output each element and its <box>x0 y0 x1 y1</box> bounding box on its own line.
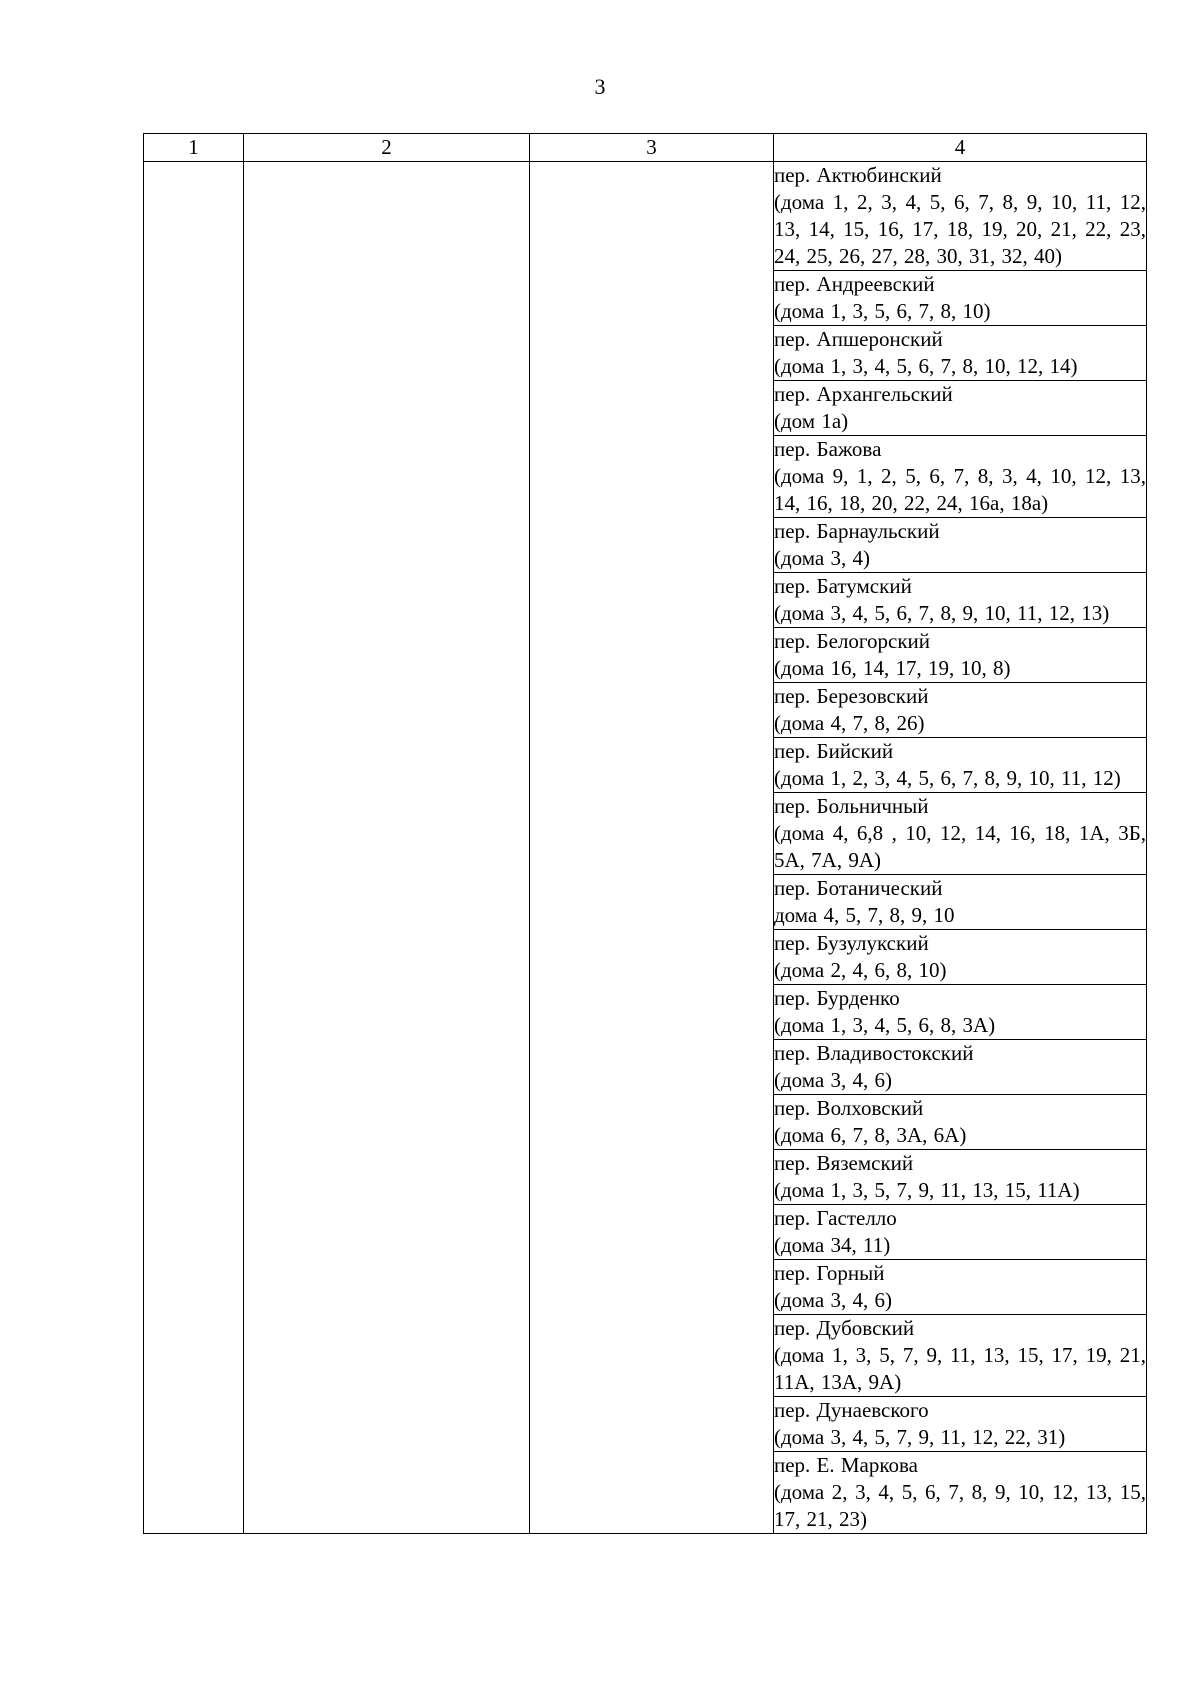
lane-houses: (дома 3, 4) <box>774 546 870 570</box>
column-2-cell <box>244 162 530 1534</box>
lane-houses: (дома 4, 7, 8, 26) <box>774 711 925 735</box>
lane-houses: (дом 1а) <box>774 409 849 433</box>
lane-name: пер. Волховский <box>774 1096 924 1120</box>
lane-houses: (дома 9, 1, 2, 5, 6, 7, 8, 3, 4, 10, 12, 13, 14, 16, 18, 20, 22, 24, 16а, 18а) <box>774 464 1146 515</box>
address-cell <box>774 573 1147 628</box>
lane-name: пер. Белогорский <box>774 629 931 653</box>
address-cell <box>774 930 1147 985</box>
lane-houses: (дома 2, 4, 6, 8, 10) <box>774 958 947 982</box>
column-header-4: 4 <box>774 134 1147 162</box>
lane-name: пер. Бузулукский <box>774 931 929 955</box>
address-cell <box>774 1397 1147 1452</box>
lane-name: пер. Гастелло <box>774 1206 897 1230</box>
lane-name: пер. Актюбинский <box>774 163 942 187</box>
address-cell <box>774 518 1147 573</box>
lane-houses: (дома 1, 2, 3, 4, 5, 6, 7, 8, 9, 10, 11, 12, 13, 14, 15, 16, 17, 18, 19, 20, 21, 22, 23, 24, 25, 26, 27, 28, 30, 31, 32, 40) <box>774 190 1146 268</box>
lane-name: пер. Больничный <box>774 794 929 818</box>
lane-name: пер. Архангельский <box>774 382 953 406</box>
lane-name: пер. Горный <box>774 1261 885 1285</box>
lane-houses: (дома 1, 3, 4, 5, 6, 7, 8, 10, 12, 14) <box>774 354 1078 378</box>
address-cell <box>774 875 1147 930</box>
address-cell <box>774 1205 1147 1260</box>
address-cell <box>774 793 1147 875</box>
lane-houses: (дома 1, 3, 5, 7, 9, 11, 13, 15, 17, 19, 21, 11А, 13А, 9А) <box>774 1343 1146 1394</box>
table-header-row <box>144 134 1147 162</box>
address-cell <box>774 381 1147 436</box>
lane-houses: (дома 3, 4, 6) <box>774 1068 892 1092</box>
lane-name: пер. Березовский <box>774 684 929 708</box>
address-cell <box>774 1040 1147 1095</box>
lane-houses: дома 4, 5, 7, 8, 9, 10 <box>774 903 955 927</box>
address-cell <box>774 628 1147 683</box>
column-header-3: 3 <box>530 134 774 162</box>
address-cell <box>774 271 1147 326</box>
lane-houses: (дома 1, 3, 5, 6, 7, 8, 10) <box>774 299 991 323</box>
address-cell <box>774 985 1147 1040</box>
lane-houses: (дома 16, 14, 17, 19, 10, 8) <box>774 656 1011 680</box>
page-number: 3 <box>594 74 606 99</box>
address-table <box>143 133 1147 1534</box>
lane-name: пер. Апшеронский <box>774 327 943 351</box>
address-cell <box>774 1150 1147 1205</box>
lane-name: пер. Вяземский <box>774 1151 914 1175</box>
address-cell <box>774 1260 1147 1315</box>
table-row <box>144 162 1147 271</box>
column-1-cell <box>144 162 244 1534</box>
address-cell <box>774 326 1147 381</box>
lane-name: пер. Барнаульский <box>774 519 940 543</box>
address-cell <box>774 162 1147 271</box>
lane-name: пер. Андреевский <box>774 272 935 296</box>
lane-name: пер. Е. Маркова <box>774 1453 918 1477</box>
lane-houses: (дома 1, 3, 4, 5, 6, 8, 3А) <box>774 1013 996 1037</box>
lane-houses: (дома 34, 11) <box>774 1233 891 1257</box>
lane-name: пер. Дунаевского <box>774 1398 929 1422</box>
lane-name: пер. Дубовский <box>774 1316 915 1340</box>
lane-houses: (дома 3, 4, 5, 6, 7, 8, 9, 10, 11, 12, 13) <box>774 601 1110 625</box>
lane-name: пер. Бажова <box>774 437 882 461</box>
lane-houses: (дома 3, 4, 5, 7, 9, 11, 12, 22, 31) <box>774 1425 1066 1449</box>
table-body <box>144 162 1147 1534</box>
address-cell <box>774 1315 1147 1397</box>
lane-name: пер. Бурденко <box>774 986 900 1010</box>
address-cell <box>774 683 1147 738</box>
column-header-1: 1 <box>144 134 244 162</box>
address-cell <box>774 1452 1147 1534</box>
column-header-2: 2 <box>244 134 530 162</box>
lane-name: пер. Бийский <box>774 739 894 763</box>
lane-houses: (дома 6, 7, 8, 3А, 6А) <box>774 1123 967 1147</box>
lane-houses: (дома 2, 3, 4, 5, 6, 7, 8, 9, 10, 12, 13, 15, 17, 21, 23) <box>774 1480 1146 1531</box>
address-cell <box>774 1095 1147 1150</box>
lane-name: пер. Владивостокский <box>774 1041 974 1065</box>
lane-name: пер. Ботанический <box>774 876 943 900</box>
address-cell <box>774 738 1147 793</box>
lane-name: пер. Батумский <box>774 574 912 598</box>
column-3-cell <box>530 162 774 1534</box>
lane-houses: (дома 1, 2, 3, 4, 5, 6, 7, 8, 9, 10, 11, 12) <box>774 766 1121 790</box>
address-cell <box>774 436 1147 518</box>
lane-houses: (дома 4, 6,8 , 10, 12, 14, 16, 18, 1А, 3Б, 5А, 7А, 9А) <box>774 821 1146 872</box>
lane-houses: (дома 1, 3, 5, 7, 9, 11, 13, 15, 11А) <box>774 1178 1080 1202</box>
lane-houses: (дома 3, 4, 6) <box>774 1288 892 1312</box>
